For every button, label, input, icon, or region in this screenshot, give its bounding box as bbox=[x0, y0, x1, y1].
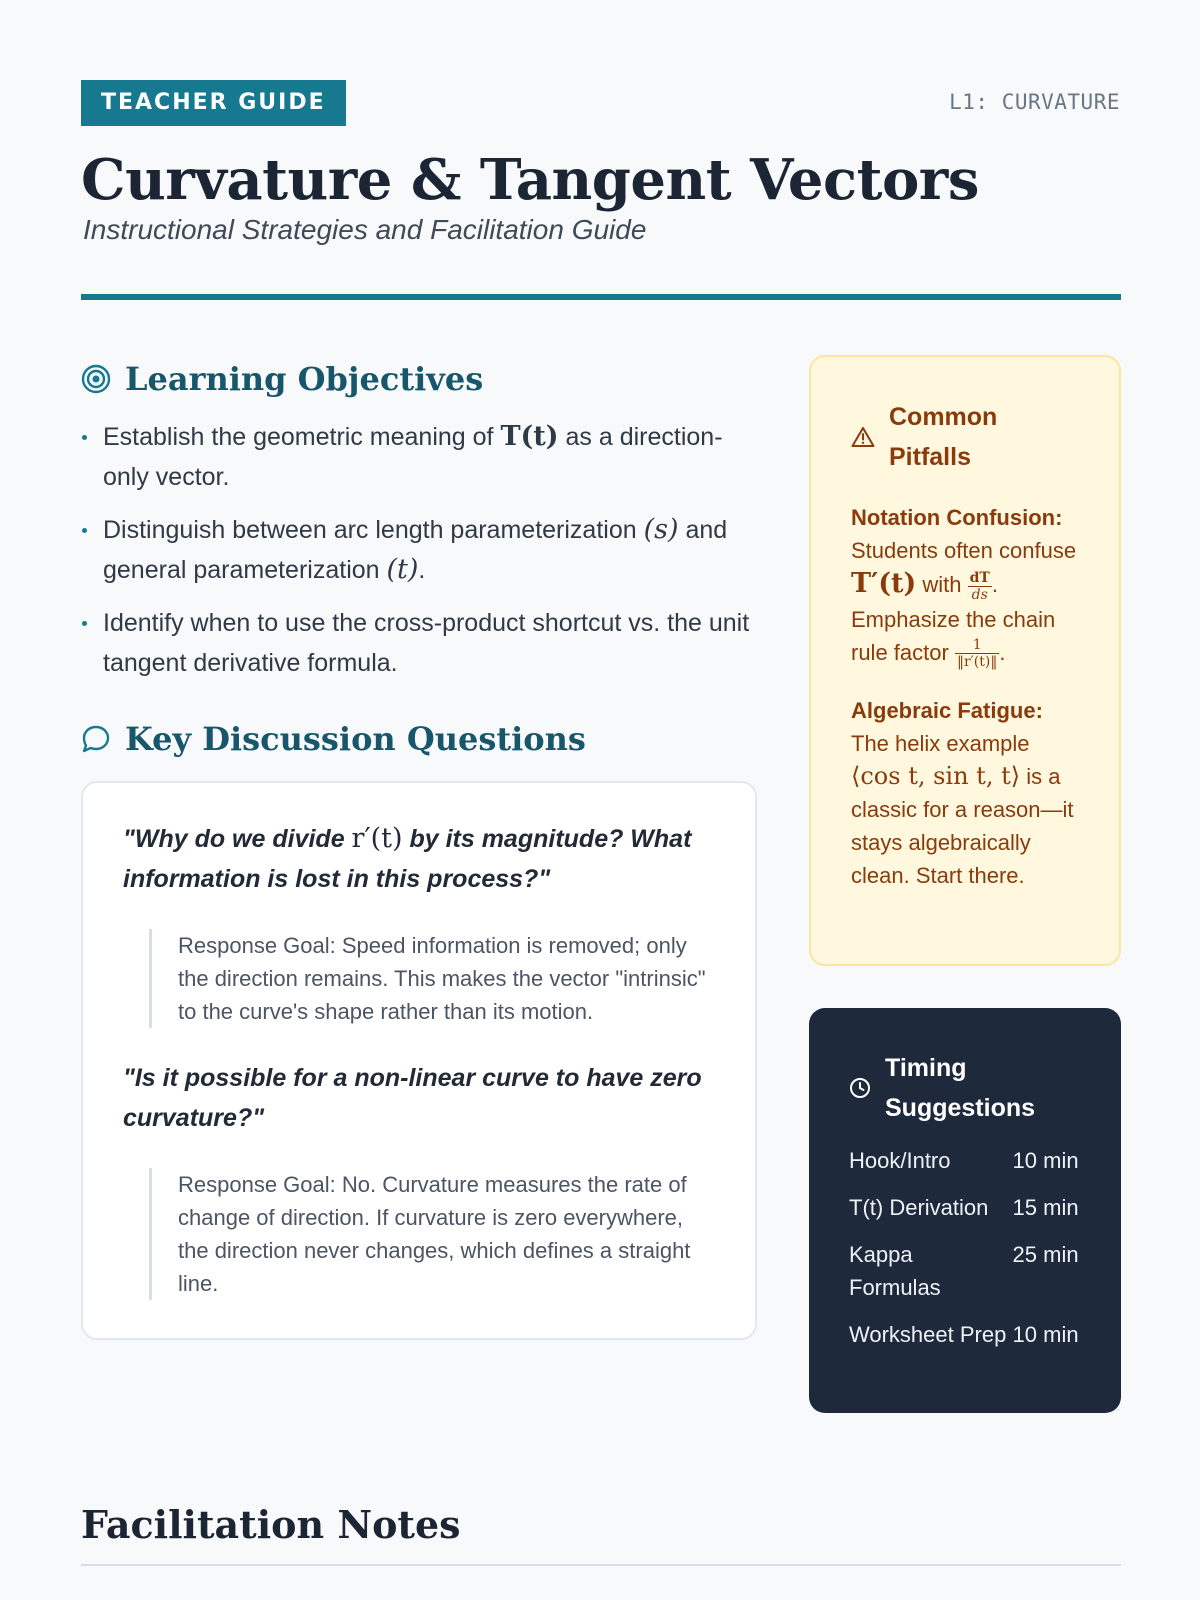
timing-duration: 10 min bbox=[1012, 1148, 1079, 1173]
discussion-card bbox=[81, 781, 757, 1340]
pitfall-text: The helix example bbox=[851, 731, 1030, 757]
math-expression: T(t) bbox=[500, 421, 559, 452]
timing-task: Hook/Intro bbox=[849, 1148, 951, 1173]
facilitation-divider bbox=[81, 1564, 1121, 1566]
timing-heading-text: Timing Suggestions bbox=[885, 1054, 1036, 1122]
objectives-list bbox=[81, 417, 757, 683]
pitfall-text: . Emphasize the chain rule factor bbox=[851, 572, 1056, 665]
math-expression: ⟨cos t, sin t, t⟩ bbox=[851, 762, 1021, 791]
objective-text: Establish the geometric meaning of bbox=[103, 423, 501, 451]
objectives-heading-text: Learning Objectives bbox=[125, 360, 484, 398]
lesson-code: L1: CURVATURE bbox=[949, 90, 1120, 114]
discussion-heading bbox=[81, 715, 757, 763]
question-text: by its magnitude? What information is lost in this process?" bbox=[123, 825, 692, 893]
pitfall-item bbox=[851, 694, 1079, 892]
objective-text: Distinguish between arc length parameterization bbox=[103, 516, 644, 544]
objective-item: Identify when to use the cross-product shortcut vs. the unit tangent derivative formula. bbox=[81, 603, 757, 683]
clock-icon bbox=[849, 1077, 871, 1099]
response-goal: Response Goal: Speed information is removed; only the direction remains. This makes the vector "intrinsic" to the curve's shape rather than its motion. bbox=[149, 929, 715, 1028]
pitfall-text: with bbox=[916, 572, 968, 597]
pitfall-label: Algebraic Fatigue: bbox=[851, 698, 1043, 724]
math-expression: r′(t) bbox=[351, 823, 403, 854]
timing-table bbox=[849, 1144, 1081, 1365]
teacher-guide-badge: TEACHER GUIDE bbox=[81, 80, 346, 126]
objective-item bbox=[81, 510, 757, 590]
pitfall-text: . bbox=[999, 639, 1006, 665]
objectives-heading bbox=[81, 355, 757, 403]
main-column bbox=[81, 355, 757, 1340]
math-expression: (t) bbox=[386, 554, 419, 585]
teacher-guide-page bbox=[81, 80, 1121, 1547]
timing-row bbox=[849, 1238, 1081, 1318]
pitfall-item bbox=[851, 501, 1079, 670]
facilitation-notes-heading: Facilitation Notes bbox=[81, 1502, 461, 1547]
warning-icon bbox=[851, 426, 875, 448]
objective-text: . bbox=[418, 556, 426, 584]
timing-duration: 25 min bbox=[1012, 1242, 1079, 1267]
objective-text: and general parameterization bbox=[103, 516, 728, 584]
sidebar-column bbox=[809, 355, 1121, 1413]
pitfall-label: Notation Confusion: bbox=[851, 505, 1063, 530]
pitfalls-card bbox=[809, 355, 1121, 966]
page-subtitle: Instructional Strategies and Facilitation Guide bbox=[83, 214, 647, 245]
timing-row bbox=[849, 1191, 1081, 1238]
question-text: "Why do we divide bbox=[123, 825, 352, 853]
timing-row bbox=[849, 1144, 1081, 1191]
timing-card bbox=[809, 1008, 1121, 1413]
timing-task: T(t) Derivation bbox=[849, 1195, 989, 1220]
fraction-dT-ds: $\frac{dT}{ds}$ bbox=[969, 569, 990, 603]
timing-row bbox=[849, 1318, 1081, 1365]
math-expression: (s) bbox=[643, 514, 679, 545]
discussion-question: "Is it possible for a non-linear curve to have zero curvature?" bbox=[123, 1064, 702, 1132]
timing-duration: 15 min bbox=[1012, 1195, 1079, 1220]
timing-task: Worksheet Prep bbox=[849, 1322, 1007, 1347]
timing-heading bbox=[849, 1048, 1081, 1128]
response-goal: Response Goal: No. Curvature measures the rate of change of direction. If curvature is zero everywhere, the direction never changes, which defines a straight line. bbox=[149, 1168, 715, 1300]
fraction-chain-rule: $\frac{1}{‖r'(t)‖}$ bbox=[956, 637, 998, 671]
header-row bbox=[81, 80, 1121, 128]
discussion-heading-text: Key Discussion Questions bbox=[125, 720, 586, 758]
discussion-question bbox=[123, 819, 715, 899]
timing-duration: 10 min bbox=[1012, 1322, 1079, 1347]
pitfall-text: Students often confuse bbox=[851, 538, 1077, 563]
objective-item bbox=[81, 417, 757, 497]
target-icon bbox=[81, 364, 111, 394]
speech-bubble-icon bbox=[81, 724, 111, 754]
math-expression: T′(t) bbox=[851, 568, 917, 599]
objective-text: as a direction-only vector. bbox=[103, 423, 723, 491]
pitfall-text: is a classic for a reason—it stays algebraically clean. Start there. bbox=[851, 764, 1074, 889]
pitfalls-heading-text: Common Pitfalls bbox=[889, 403, 998, 471]
timing-task: Kappa Formulas bbox=[849, 1242, 941, 1300]
pitfalls-heading bbox=[851, 397, 1079, 477]
page-title: Curvature & Tangent Vectors bbox=[81, 147, 979, 213]
header-divider bbox=[81, 294, 1121, 300]
